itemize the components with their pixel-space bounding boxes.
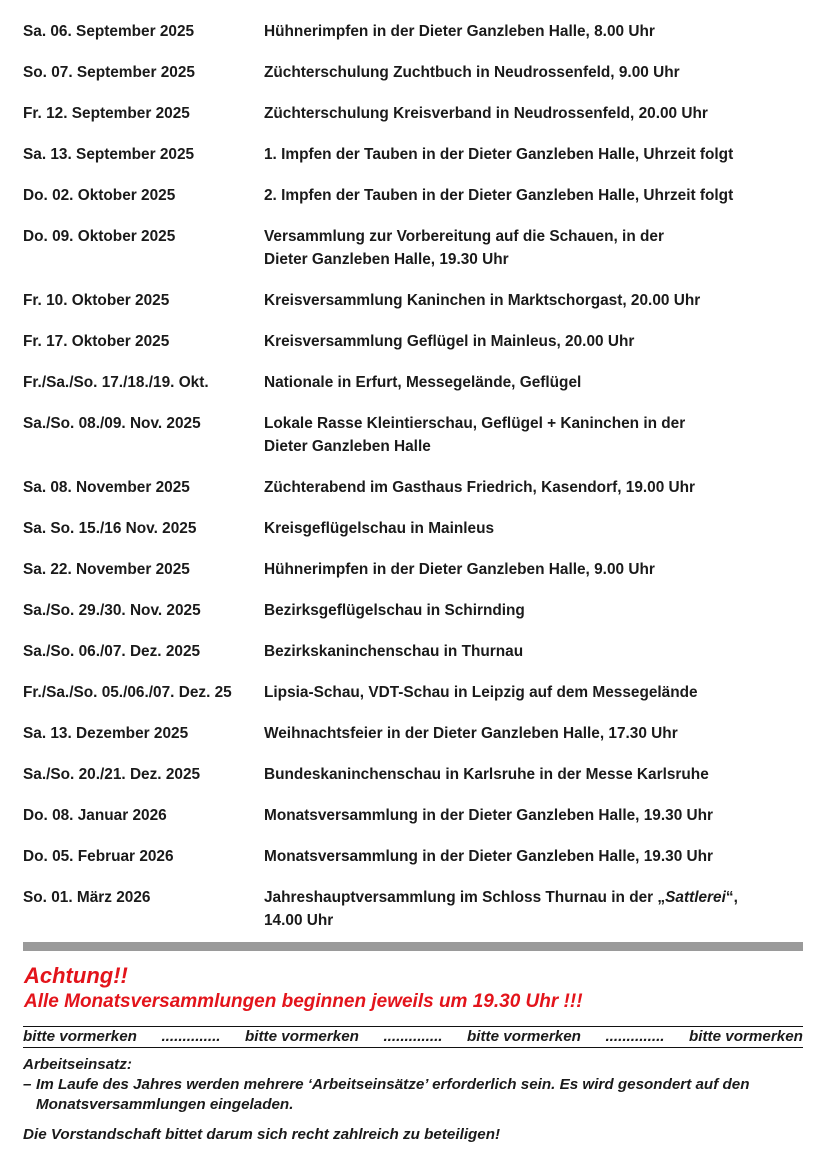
event-description [264,143,803,166]
event-description-line: Hühnerimpfen in der Dieter Ganzleben Halle, 9.00 Uhr [264,561,655,578]
event-row [23,184,803,207]
event-description [264,558,803,581]
event-row [23,102,803,125]
event-date: Do. 09. Oktober 2025 [23,228,176,245]
event-description [264,886,803,932]
dash-bullet: – [23,1076,32,1093]
event-date: Fr. 17. Oktober 2025 [23,333,170,350]
event-date: Sa./So. 20./21. Dez. 2025 [23,766,201,783]
event-description [264,640,803,663]
event-row [23,558,803,581]
reminder-dots: .............. [605,1028,665,1045]
event-row [23,20,803,43]
event-description-line: Bundeskaninchenschau in Karlsruhe in der Messe Karlsruhe [264,766,709,783]
event-text: Jahreshauptversammlung im Schloss Thurnau in der „ [264,889,666,906]
event-date: Sa. 13. Dezember 2025 [23,725,189,742]
event-description-line: Hühnerimpfen in der Dieter Ganzleben Halle, 8.00 Uhr [264,23,655,40]
event-date: Do. 05. Februar 2026 [23,848,174,865]
reminder-text: bitte vormerken [467,1028,581,1045]
reminder-dots: .............. [383,1028,443,1045]
event-date: Sa./So. 06./07. Dez. 2025 [23,643,201,660]
event-description-line: Kreisversammlung Geflügel in Mainleus, 20.00 Uhr [264,333,635,350]
event-date: Fr./Sa./So. 05./06./07. Dez. 25 [23,684,232,701]
event-description-line: Kreisversammlung Kaninchen in Marktschorgast, 20.00 Uhr [264,292,701,309]
event-description [264,517,803,540]
event-row-final [23,886,803,932]
event-row [23,143,803,166]
event-description [264,289,803,312]
event-description-line: Züchterschulung Kreisverband in Neudrossenfeld, 20.00 Uhr [264,105,708,122]
notice-block [24,961,804,1014]
event-description-line [264,886,803,909]
notice-text: Alle Monatsversammlungen beginnen jeweils um 19.30 Uhr !!! [24,991,583,1012]
reminder-text: bitte vormerken [689,1028,803,1045]
divider-bar [23,942,803,951]
event-venue-name: Sattlerei [665,889,726,906]
event-row [23,330,803,353]
event-date: Sa. 13. September 2025 [23,146,195,163]
event-row [23,640,803,663]
notice-title: Achtung!! [24,963,128,988]
event-row [23,681,803,704]
event-date: Sa./So. 08./09. Nov. 2025 [23,415,201,432]
event-row [23,845,803,868]
work-item-text: Im Laufe des Jahres werden mehrere ‘Arbeitseinsätze’ erforderlich sein. Es wird gesondert auf den Monatsversammlungen eingeladen. [36,1076,750,1113]
event-description [264,20,803,43]
event-description [264,722,803,745]
event-date: So. 07. September 2025 [23,64,195,81]
event-description [264,184,803,207]
event-list [23,20,803,932]
event-description [264,102,803,125]
event-description-line: Versammlung zur Vorbereitung auf die Schauen, in der [264,228,664,245]
event-date: Sa. So. 15./16 Nov. 2025 [23,520,197,537]
event-description [264,371,803,394]
event-row [23,412,803,458]
work-heading: Arbeitseinsatz: [23,1056,132,1073]
reminder-text: bitte vormerken [245,1028,359,1045]
event-date: Sa. 06. September 2025 [23,23,195,40]
event-description [264,330,803,353]
event-description-line: Dieter Ganzleben Halle [264,438,431,455]
event-description [264,476,803,499]
event-description [264,599,803,622]
event-date: Sa./So. 29./30. Nov. 2025 [23,602,201,619]
event-row [23,225,803,271]
event-description-line: Nationale in Erfurt, Messegelände, Geflügel [264,374,582,391]
event-date: Fr./Sa./So. 17./18./19. Okt. [23,374,209,391]
event-date: Do. 08. Januar 2026 [23,807,167,824]
event-description [264,804,803,827]
event-description [264,61,803,84]
event-description-line: Kreisgeflügelschau in Mainleus [264,520,495,537]
event-row [23,371,803,394]
event-date: Fr. 12. September 2025 [23,105,190,122]
event-date: Sa. 08. November 2025 [23,479,190,496]
event-row [23,476,803,499]
event-description [264,763,803,786]
event-row [23,804,803,827]
event-description [264,412,803,458]
event-row [23,61,803,84]
event-description-line: Züchterabend im Gasthaus Friedrich, Kasendorf, 19.00 Uhr [264,479,696,496]
event-description-line: Bezirksgeflügelschau in Schirnding [264,602,525,619]
event-date: Fr. 10. Oktober 2025 [23,292,170,309]
work-section [23,1055,803,1145]
event-description-line: Monatsversammlung in der Dieter Ganzleben Halle, 19.30 Uhr [264,807,714,824]
event-text: “, [725,889,738,906]
event-description-line: Monatsversammlung in der Dieter Ganzleben Halle, 19.30 Uhr [264,848,714,865]
work-closing-text: Die Vorstandschaft bittet darum sich recht zahlreich zu beteiligen! [23,1126,501,1143]
reminder-text: bitte vormerken [23,1028,137,1045]
event-row [23,722,803,745]
event-date: So. 01. März 2026 [23,889,151,906]
event-description-line: Lipsia-Schau, VDT-Schau in Leipzig auf dem Messegelände [264,684,698,701]
event-row [23,763,803,786]
event-row [23,517,803,540]
event-row [23,599,803,622]
event-description-line: Bezirkskaninchenschau in Thurnau [264,643,524,660]
event-description [264,225,803,271]
event-description [264,681,803,704]
event-description-line: Züchterschulung Zuchtbuch in Neudrossenfeld, 9.00 Uhr [264,64,680,81]
event-row [23,289,803,312]
event-description-line: 1. Impfen der Tauben in der Dieter Ganzleben Halle, Uhrzeit folgt [264,146,734,163]
event-description-line: 2. Impfen der Tauben in der Dieter Ganzleben Halle, Uhrzeit folgt [264,187,734,204]
event-description-line: Lokale Rasse Kleintierschau, Geflügel + Kaninchen in der [264,415,686,432]
event-date: Sa. 22. November 2025 [23,561,190,578]
event-description-line: Weihnachtsfeier in der Dieter Ganzleben Halle, 17.30 Uhr [264,725,678,742]
reminder-strip [23,1026,803,1048]
work-item [23,1075,803,1115]
event-description-line: Dieter Ganzleben Halle, 19.30 Uhr [264,251,509,268]
event-description-line: 14.00 Uhr [264,912,334,929]
reminder-dots: .............. [161,1028,221,1045]
event-date: Do. 02. Oktober 2025 [23,187,176,204]
event-description [264,845,803,868]
